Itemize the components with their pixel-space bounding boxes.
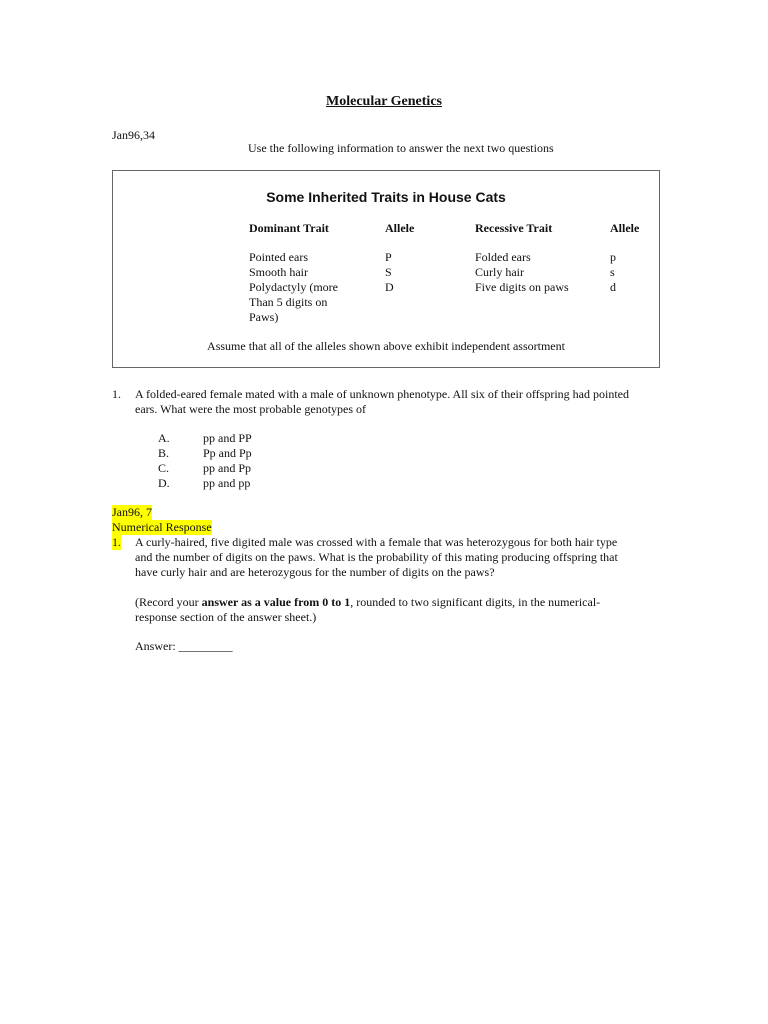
instruction-text: Use the following information to answer the next two questions — [248, 141, 554, 155]
header-recessive-trait: Recessive Trait — [475, 221, 553, 235]
header-allele: Allele — [610, 221, 640, 235]
option-letter: B. — [158, 446, 170, 460]
dominant-trait: Pointed ears — [249, 250, 308, 264]
dominant-trait: Smooth hair — [249, 265, 308, 279]
question-number: 1. — [112, 387, 121, 401]
recessive-allele: d — [610, 280, 616, 294]
option-letter: D. — [158, 476, 170, 490]
answer-line — [135, 639, 233, 654]
page-title: Molecular Genetics — [326, 94, 442, 109]
question-reference: Jan96,34 — [112, 128, 155, 142]
option-text: pp and PP — [203, 431, 252, 445]
question-text-line: have curly hair and are heterozygous for the number of digits on the paws? — [135, 565, 495, 579]
option-text: pp and Pp — [203, 461, 251, 475]
dominant-trait: Polydactyly (more — [249, 280, 338, 294]
dominant-trait: Than 5 digits on — [249, 295, 328, 309]
assortment-note: Assume that all of the alleles shown above exhibit independent assortment — [207, 339, 565, 353]
recessive-allele: s — [610, 265, 615, 279]
option-letter: C. — [158, 461, 170, 475]
response-type-label: Numerical Response — [112, 520, 212, 534]
question-text-line: A folded-eared female mated with a male of unknown phenotype. All six of their offspring had pointed — [135, 387, 629, 401]
dominant-trait: Paws) — [249, 310, 279, 324]
record-instruction-line: response section of the answer sheet.) — [135, 610, 317, 624]
dominant-allele: D — [385, 280, 394, 294]
question-text-line: A curly-haired, five digited male was crossed with a female that was heterozygous for both hair type — [135, 535, 618, 549]
recessive-trait: Curly hair — [475, 265, 524, 279]
answer-label: Answer: — [135, 639, 179, 653]
option-letter: A. — [158, 431, 170, 445]
question-reference: Jan96, 7 — [112, 505, 152, 519]
dominant-allele: S — [385, 265, 392, 279]
header-dominant-trait: Dominant Trait — [249, 221, 329, 235]
question-text-line: ears. What were the most probable genotypes of — [135, 402, 367, 416]
answer-blank[interactable]: _________ — [178, 639, 233, 653]
box-title: Some Inherited Traits in House Cats — [266, 189, 506, 205]
record-instruction: (Record your answer as a value from 0 to 1, rounded to two significant digits, in the numerical- — [135, 595, 601, 609]
record-emphasis: answer as a value from 0 to 1 — [201, 595, 351, 609]
question-number: 1. — [112, 535, 121, 549]
dominant-allele: P — [385, 250, 392, 264]
header-allele: Allele — [385, 221, 415, 235]
recessive-allele: p — [610, 250, 616, 264]
option-text: pp and pp — [203, 476, 251, 490]
recessive-trait: Folded ears — [475, 250, 531, 264]
option-text: Pp and Pp — [203, 446, 252, 460]
question-text-line: and the number of digits on the paws. What is the probability of this mating producing offspring that — [135, 550, 618, 564]
traits-info-box — [112, 170, 660, 368]
recessive-trait: Five digits on paws — [475, 280, 569, 294]
